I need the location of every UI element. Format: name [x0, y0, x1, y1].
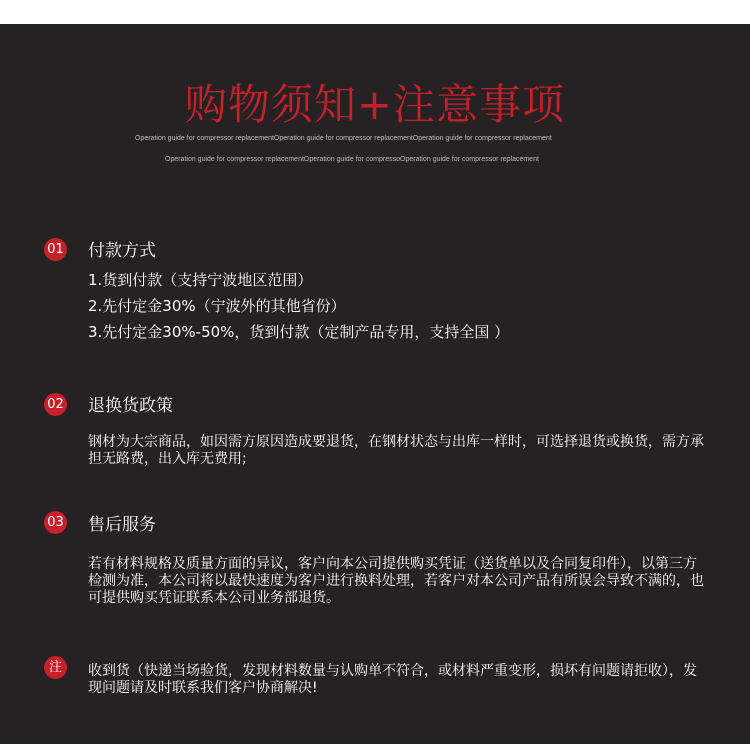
section-badge-03: 03 — [44, 511, 67, 534]
payment-option-1: 1.货到付款（支持宁波地区范围） — [88, 271, 313, 289]
info-panel — [0, 24, 750, 744]
note-badge: 注 — [44, 656, 67, 679]
section-badge-02: 02 — [44, 393, 67, 416]
subtitle-line-1: Operation guide for compressor replacementOperation guide for compressor replacementOperation guide for compressor replacement — [135, 135, 552, 142]
section-heading-payment: 付款方式 — [88, 241, 156, 261]
subtitle-line-2: Operation guide for compressor replacementOperation guide for compressoOperation guide for compressor replacement — [165, 156, 539, 163]
page-title: 购物须知+注意事项 — [184, 80, 566, 129]
payment-option-2: 2.先付定金30%（宁波外的其他省份） — [88, 297, 346, 315]
note-text: 收到货（快递当场验货，发现材料数量与认购单不符合，或材料严重变形，损坏有问题请拒收），发现问题请及时联系我们客户协商解决! — [88, 663, 697, 696]
returns-policy-text: 钢材为大宗商品，如因需方原因造成要退货，在钢材状态与出库一样时，可选择退货或换货，需方承担无路费，出入库无费用; — [88, 434, 704, 467]
section-heading-returns: 退换货政策 — [88, 396, 173, 416]
after-sales-text: 若有材料规格及质量方面的异议，客户向本公司提供购买凭证（送货单以及合同复印件），以第三方检测为准，本公司将以最快速度为客户进行换料处理，若客户对本公司产品有所误会导致不满的，也可提供购买凭证联系本公司业务部退货。 — [88, 556, 704, 606]
payment-option-3: 3.先付定金30%-50%，货到付款（定制产品专用，支持全国 ） — [88, 323, 510, 341]
section-heading-after-sales: 售后服务 — [88, 515, 156, 535]
section-badge-01: 01 — [44, 238, 67, 261]
